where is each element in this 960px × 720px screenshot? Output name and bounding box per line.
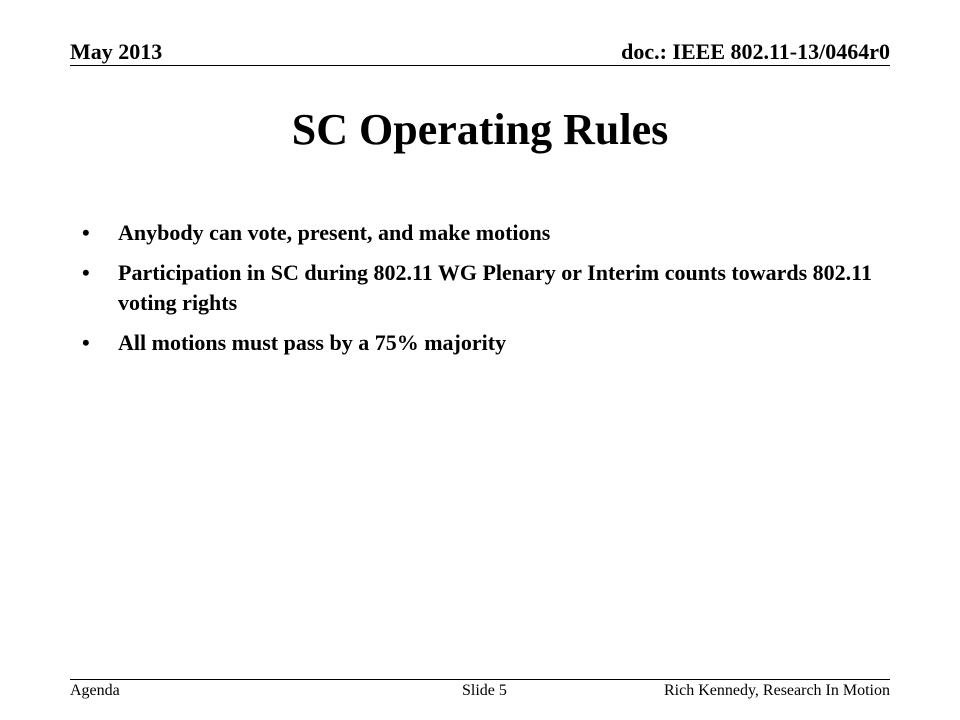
- footer-divider: [70, 679, 890, 680]
- footer-slide-number: Slide 5: [462, 682, 507, 699]
- footer-author: Rich Kennedy, Research In Motion: [663, 682, 890, 699]
- bullet-text: All motions must pass by a 75% majority: [118, 330, 507, 355]
- bullet-text: Anybody can vote, present, and make motions: [118, 220, 551, 245]
- bullet-item: [80, 218, 880, 248]
- bullet-item: [80, 258, 880, 318]
- footer-section-label: Agenda: [70, 682, 120, 699]
- slide-title: SC Operating Rules: [291, 105, 669, 154]
- header-date: May 2013: [70, 39, 163, 64]
- bullet-marker-icon: •: [82, 220, 90, 245]
- bullet-marker-icon: •: [82, 330, 90, 355]
- bullet-item: [80, 328, 880, 358]
- header-document-id: doc.: IEEE 802.11-13/0464r0: [621, 39, 890, 64]
- bullet-marker-icon: •: [82, 260, 90, 285]
- bullet-list: [80, 218, 880, 368]
- bullet-text: Participation in SC during 802.11 WG Plenary or Interim counts towards 802.11 voting rights: [118, 260, 872, 315]
- header-divider: [70, 65, 890, 66]
